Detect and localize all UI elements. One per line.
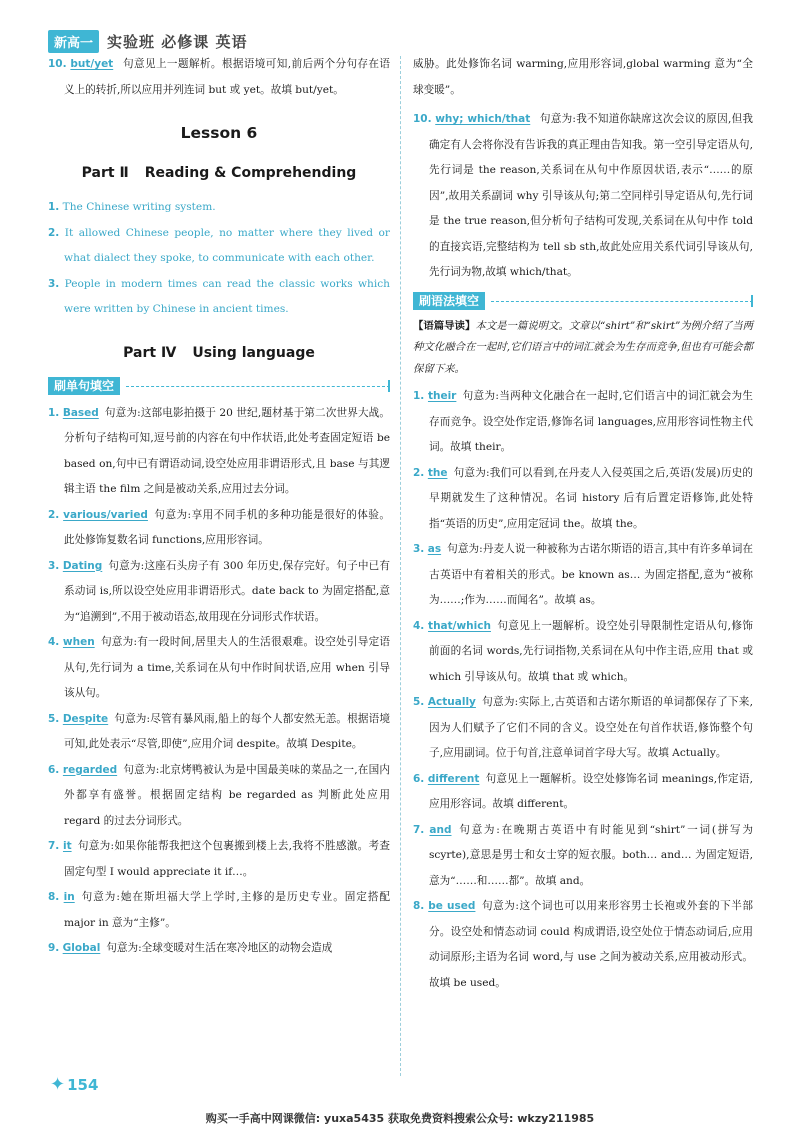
answer-item xyxy=(48,834,390,885)
answer-item xyxy=(48,936,390,962)
answer-item xyxy=(48,885,390,936)
item-number: 7. xyxy=(48,840,60,852)
guide-label: 【语篇导读】 xyxy=(413,319,476,332)
explanation: 句意为:如果你能帮我把这个包裹搬到楼上去,我将不胜感激。考查固定句型 I would appreciate it if…。 xyxy=(64,840,390,878)
explanation: 句意为:享用不同手机的多种功能是很好的体验。此处修饰复数名词 functions,应用形容词。 xyxy=(64,508,390,546)
section-label: 刷语法填空 xyxy=(413,292,485,310)
answer-item xyxy=(48,401,390,503)
item-number: 3. xyxy=(413,543,425,555)
item-number: 2. xyxy=(413,466,425,479)
page-number xyxy=(50,1076,98,1094)
answer: in xyxy=(63,891,75,903)
grade-tag: 新高一 xyxy=(48,30,99,53)
item-number: 2. xyxy=(48,226,60,239)
section-rule xyxy=(491,301,753,302)
explanation: 句意为:实际上,古英语和古诺尔斯语的单词都保存了下来,因为人们赋予了它们不同的含义。设空处在句首作状语,修饰整个句子,应用副词。位于句首,注意单词首字母大写。故填 Actually。 xyxy=(429,696,753,759)
answer-item xyxy=(48,630,390,707)
item-number: 8. xyxy=(413,900,425,912)
item-number: 6. xyxy=(413,772,425,785)
part-heading xyxy=(48,341,390,365)
answer: and xyxy=(429,823,452,836)
answer: Dating xyxy=(62,559,103,572)
item-number: 1. xyxy=(48,201,60,213)
continued-explanation: 威胁。此处修饰名词 warming,应用形容词,global warming 意为“全球变暖”。 xyxy=(413,58,753,96)
answer-text: The Chinese writing system. xyxy=(62,201,216,213)
part-title: Using language xyxy=(192,344,315,361)
answer-item xyxy=(48,758,390,835)
answer: the xyxy=(427,466,448,479)
part-title: Reading & Comprehending xyxy=(144,165,357,181)
item-number: 4. xyxy=(48,636,60,648)
answer-item xyxy=(413,461,753,538)
item-number: 10. xyxy=(48,58,67,70)
explanation: 句意为:这个词也可以用来形容男士长袍或外套的下半部分。设空处和情态动词 could 构成谓语,设空处位于情态动词后,应用动词原形;主语为名词 word,与 use 之间为被动关系,应用被动形式。故填 be used。 xyxy=(429,900,753,989)
explanation: 句意见上一题解析。设空处引导限制性定语从句,修饰前面的名词 words,先行词指物,关系词在从句中作主语,应用 that 或 which 引导该从句。故填 that 或 which。 xyxy=(429,619,753,683)
explanation: 句意为:我不知道你缺席这次会议的原因,但我确定有人会将你没有告诉我的真正理由告知我。第一空引导定语从句,先行词是 the reason,关系词在从句中作原因状语,表示“……的原因”,故用关系副词 why 引导该从句;第二空同样引导定语从句,先行词是 the true reason,但分析句子结构可发现,关系词在从句中作 told 的直接宾语,完整结构为 tell sb sth,故此处应用关系代词引导该从句,先行词为物,故填 which/that。 xyxy=(429,113,753,278)
answer: as xyxy=(427,543,442,555)
running-header xyxy=(48,30,247,52)
answer: Despite xyxy=(62,712,109,725)
answer-item xyxy=(48,52,390,103)
page-number-text: 154 xyxy=(67,1076,99,1094)
answer-text: People in modern times can read the classic works which were written by Chinese in ancient times. xyxy=(64,277,390,315)
item-number: 8. xyxy=(48,891,60,903)
explanation: 句意为:有一段时间,居里夫人的生活很艰难。设空处引导定语从句,先行词为 a time,关系词在从句中作时间状语,应用 when 引导该从句。 xyxy=(64,636,390,699)
explanation: 句意为:全球变暖对生活在寒冷地区的动物会造成 xyxy=(106,942,333,954)
item-number: 4. xyxy=(413,619,425,632)
section-rule-end xyxy=(751,295,753,307)
lesson-title: Lesson 6 xyxy=(180,124,258,142)
star-icon: ✦ xyxy=(50,1074,66,1095)
answer: various/varied xyxy=(63,508,148,521)
item-number: 10. xyxy=(413,113,432,125)
reading-answer xyxy=(48,272,390,323)
answer-item xyxy=(413,614,753,691)
answer: Global xyxy=(62,942,101,954)
answer-item xyxy=(48,707,390,758)
explanation: 句意为:尽管有暴风雨,船上的每个人都安然无恙。根据语境可知,此处表示“尽管,即使”,应用介词 despite。故填 Despite。 xyxy=(64,712,391,750)
item-number: 7. xyxy=(413,823,425,836)
item-number: 5. xyxy=(413,696,425,708)
right-column xyxy=(413,52,753,996)
answer: different xyxy=(427,772,480,785)
book-title: 实验班 必修课 英语 xyxy=(107,32,248,51)
answer-item xyxy=(413,107,753,286)
item-number: 9. xyxy=(48,942,60,954)
guide-text: 本文是一篇说明文。文章以“shirt”和“skirt”为例介绍了当两种文化融合在一起时,它们语言中的词汇就会为生存而竞争,但也有可能会都保留下来。 xyxy=(413,319,753,375)
answer: their xyxy=(427,390,457,402)
explanation: 句意见上一题解析。根据语境可知,前后两个分句存在语义上的转折,所以应用并列连词 but 或 yet。故填 but/yet。 xyxy=(64,58,390,96)
section-rule-end xyxy=(388,380,390,392)
item-number: 2. xyxy=(48,508,60,521)
section-header xyxy=(413,290,753,312)
answer: regarded xyxy=(62,763,118,776)
answer: but/yet xyxy=(70,58,114,70)
part-number: Part Ⅱ xyxy=(81,165,129,181)
item-number: 1. xyxy=(48,406,60,419)
item-number: 3. xyxy=(48,559,60,572)
answer: why; which/that xyxy=(435,113,531,125)
answer-item xyxy=(413,690,753,767)
item-number: 1. xyxy=(413,390,425,402)
reading-answer xyxy=(48,195,390,221)
item-number: 6. xyxy=(48,763,60,776)
explanation: 句意为:北京烤鸭被认为是中国最美味的菜品之一,在国内外都享有盛誉。根据固定结构 be regarded as 判断此处应用 regard 的过去分词形式。 xyxy=(64,763,390,827)
reading-answer xyxy=(48,221,390,272)
answer: that/which xyxy=(428,619,491,632)
part-number: Part Ⅳ xyxy=(123,344,177,361)
explanation: 句意见上一题解析。设空处修饰名词 meanings,作定语,应用形容词。故填 different。 xyxy=(429,772,754,810)
column-divider xyxy=(400,56,401,1076)
answer: when xyxy=(62,636,95,648)
explanation: 句意为:丹麦人说一种被称为古诺尔斯语的语言,其中有许多单词在古英语中有着相关的形式。be known as… 为固定搭配,意为“被称为……;作为……而闻名”。故填 as。 xyxy=(429,543,753,606)
answer-item xyxy=(413,894,753,996)
answer: Based xyxy=(62,406,99,419)
item-number: 3. xyxy=(48,277,60,290)
answer-item xyxy=(413,767,753,818)
explanation: 句意为:这座石头房子有 300 年历史,保存完好。句子中已有系动词 is,所以设空处应用非谓语形式。date back to 为固定搭配,意为“追溯到”,不用于被动语态,故用现在分词形式作状语。 xyxy=(64,559,390,623)
explanation: 句意为:在晚期古英语中有时能见到“shirt”一词(拼写为 scyrte),意思是男士和女士穿的短衣服。both… and… 为固定短语,意为“……和……都”。故填 and。 xyxy=(429,823,753,887)
explanation: 句意为:她在斯坦福大学上学时,主修的是历史专业。固定搭配 major in 意为“主修”。 xyxy=(64,891,391,929)
answer-item xyxy=(413,818,753,895)
answer-item xyxy=(48,554,390,631)
section-rule xyxy=(126,386,390,387)
answer: be used xyxy=(428,900,476,912)
explanation: 句意为:我们可以看到,在丹麦人入侵英国之后,英语(发展)历史的早期就发生了这种情况。名词 history 后有后置定语修饰,此处特指“英语的历史”,应用定冠词 the。故填 the。 xyxy=(429,466,753,530)
explanation: 句意为:这部电影拍摄于 20 世纪,题材基于第二次世界大战。分析句子结构可知,逗号前的内容在句中作状语,此处考查固定短语 be based on,句中已有谓语动词,设空处应用非谓语形式,且 base 与其逻辑主语 the film 之间是被动关系,应用过去分词。 xyxy=(64,406,390,495)
item-number: 5. xyxy=(48,712,60,725)
answer: it xyxy=(62,840,72,852)
left-column xyxy=(48,52,390,962)
explanation: 句意为:当两种文化融合在一起时,它们语言中的词汇就会为生存而竞争。设空处作定语,修饰名词 languages,应用形容词性物主代词。故填 their。 xyxy=(429,390,753,453)
answer-text: It allowed Chinese people, no matter where they lived or what dialect they spoke, to communicate with each other. xyxy=(64,226,390,264)
answer-item xyxy=(413,384,753,461)
footer-note: 购买一手高中网课微信: yuxa5435 获取免费资料搜索公众号: wkzy211985 xyxy=(205,1112,595,1125)
section-label: 刷单句填空 xyxy=(48,377,120,395)
answer-item xyxy=(413,537,753,614)
part-heading xyxy=(48,161,390,185)
passage-guide xyxy=(413,316,753,381)
answer: Actually xyxy=(427,696,476,708)
answer-item xyxy=(48,503,390,554)
section-header xyxy=(48,375,390,397)
